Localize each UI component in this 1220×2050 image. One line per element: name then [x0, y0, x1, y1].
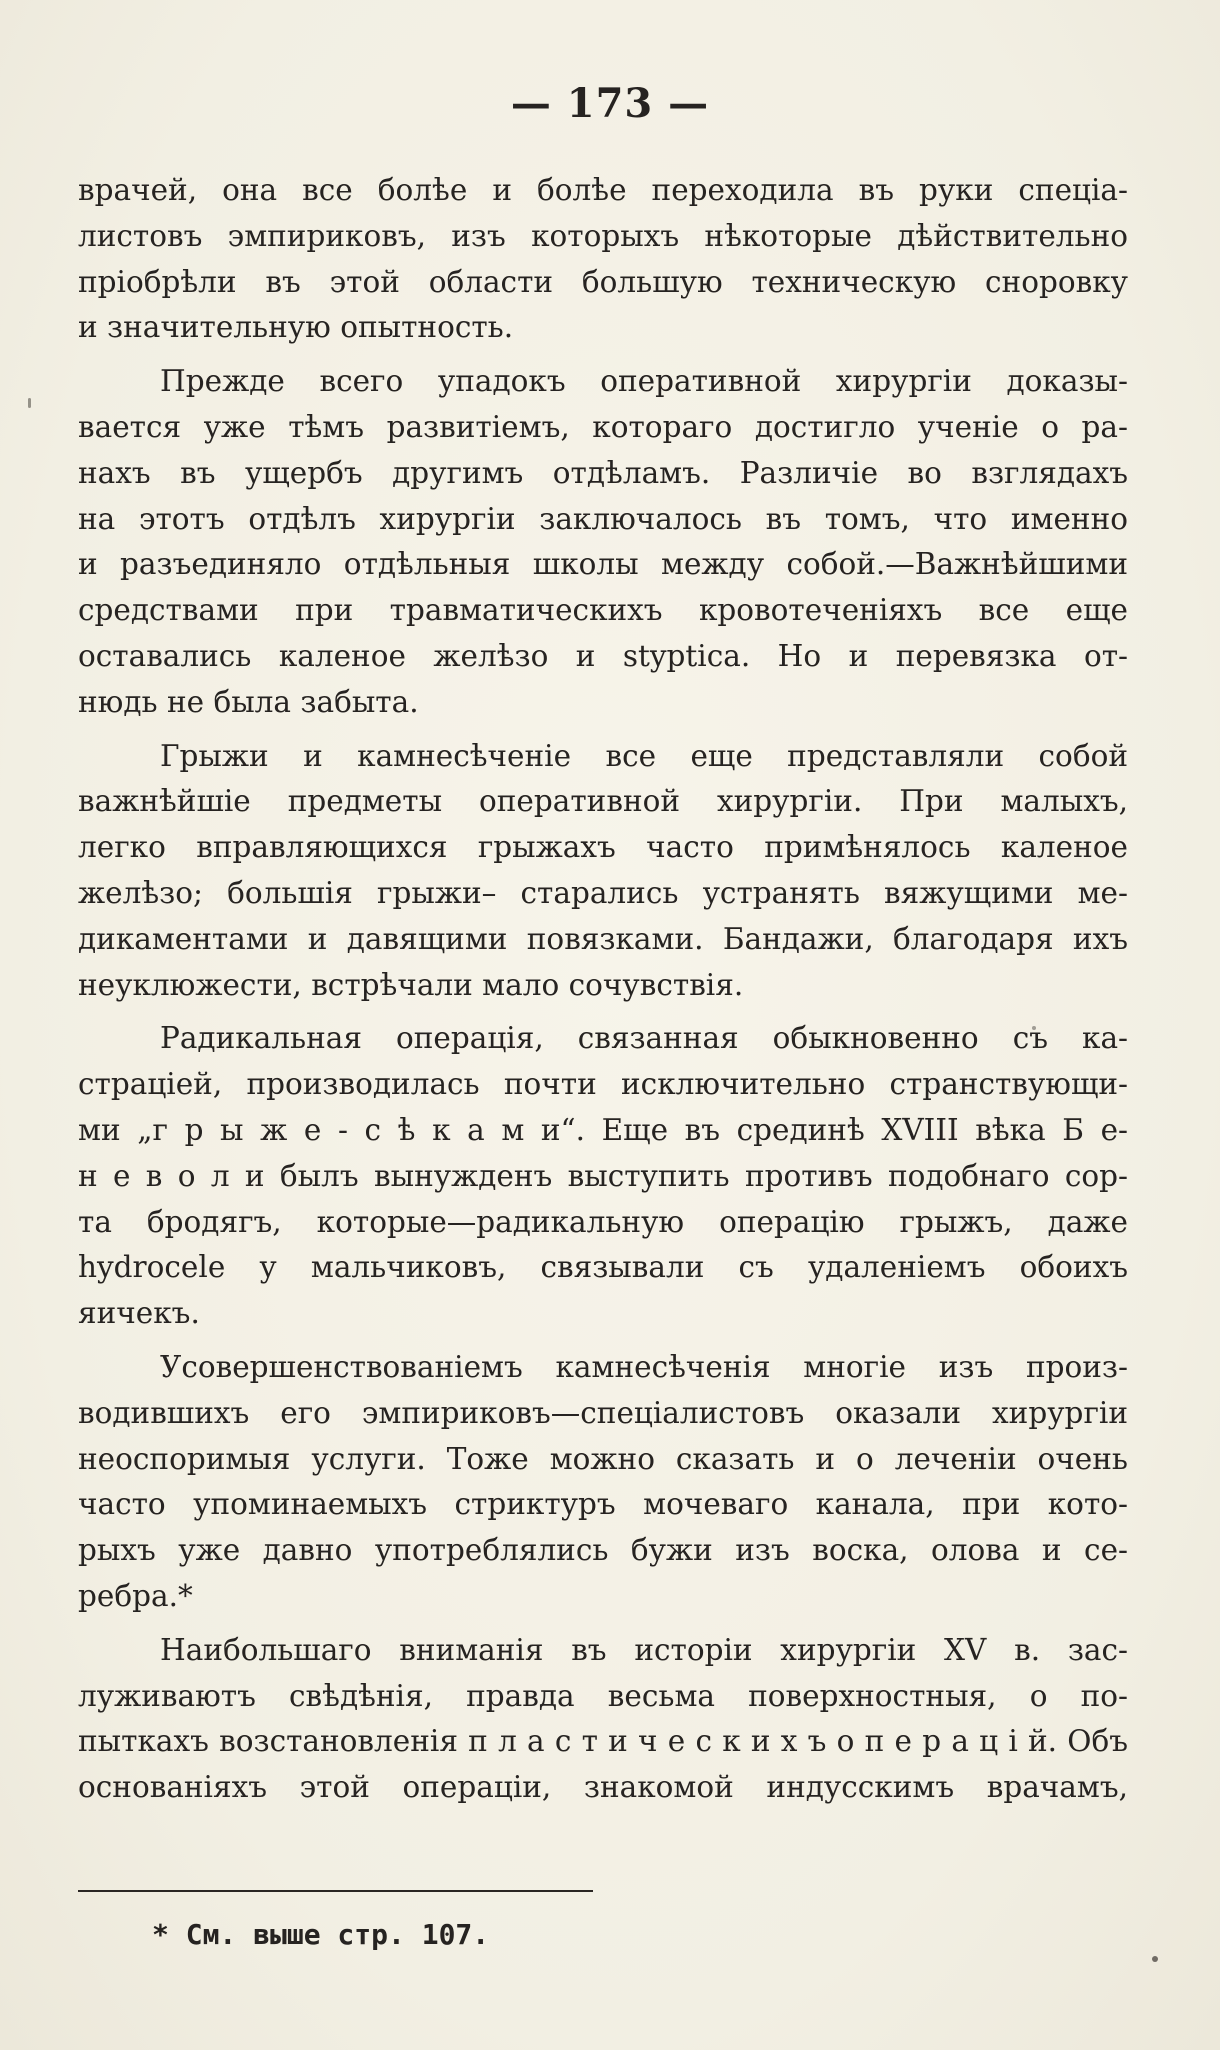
ink-speck [1152, 1956, 1158, 1962]
text-line: нахъ въ ущербъ другимъ отдѣламъ. Различіе во взглядахъ [78, 455, 1128, 490]
body-text [78, 168, 1128, 1811]
footnote: * См. выше стр. 107. [152, 1918, 490, 1951]
text-line: Усовершенствованіемъ камнесѣченія многіе изъ произ- [160, 1349, 1128, 1384]
text-line: Грыжи и камнесѣченіе все еще представляли собой [160, 738, 1128, 773]
text-line: дикаментами и давящими повязками. Бандажи, благодаря ихъ [78, 921, 1128, 956]
text-line: желѣзо; большія грыжи– старались устранять вяжущими ме- [78, 875, 1128, 910]
text-line: листовъ эмпириковъ, изъ которыхъ нѣкоторые дѣйствительно [78, 218, 1128, 253]
text-line: пріобрѣли въ этой области большую техническую сноровку [78, 264, 1128, 299]
ink-speck [28, 398, 31, 408]
text-line: вается уже тѣмъ развитіемъ, котораго достигло ученіе о ра- [78, 409, 1128, 444]
ink-speck [1032, 1026, 1036, 1030]
text-line: Наибольшаго вниманія въ исторіи хирургіи XV в. зас- [160, 1632, 1128, 1667]
text-line: Радикальная операція, связанная обыкновенно съ ка- [160, 1021, 1128, 1056]
text-line: неоспоримыя услуги. Тоже можно сказать и о леченіи очень [78, 1441, 1128, 1476]
text-line: врачей, она все болѣе и болѣе переходила въ руки спеціа- [78, 173, 1128, 207]
text-line: пыткахъ возстановленія п л а с т и ч е с к и х ъ о п е р а ц і й. Объ [78, 1724, 1128, 1759]
text-line: луживаютъ свѣдѣнія, правда весьма поверхностныя, о по- [78, 1678, 1128, 1713]
text-line: неуклюжести, встрѣчали мало сочувствія. [78, 967, 744, 1002]
text-line: н е в о л и былъ вынужденъ выступить противъ подобнаго сор- [78, 1158, 1128, 1193]
text-line: и разъединяло отдѣльныя школы между собой.—Важнѣйшими [78, 547, 1128, 582]
text-line: водившихъ его эмпириковъ—спеціалистовъ оказали хирургіи [78, 1395, 1128, 1430]
text-line: ми „г р ы ж е - с ѣ к а м и“. Еще въ срединѣ XVIII вѣка Б е- [78, 1112, 1128, 1147]
text-line: средствами при травматическихъ кровотеченіяхъ все еще [78, 593, 1128, 628]
text-line: на этотъ отдѣлъ хирургіи заключалось въ томъ, что именно [78, 501, 1128, 536]
text-line: легко вправляющихся грыжахъ часто примѣнялось каленое [78, 830, 1128, 865]
text-line: ребра.* [78, 1578, 193, 1613]
text-line: hydrocele у мальчиковъ, связывали съ удаленіемъ обоихъ [78, 1250, 1128, 1285]
text-line: рыхъ уже давно употреблялись бужи изъ воска, олова и се- [78, 1533, 1128, 1568]
text-line: часто упоминаемыхъ стриктуръ мочеваго канала, при кото- [78, 1487, 1128, 1522]
text-line: Прежде всего упадокъ оперативной хирургіи доказы- [160, 364, 1128, 399]
text-line: яичекъ. [78, 1296, 200, 1331]
text-line: нюдь не была забыта. [78, 684, 419, 719]
text-line: та бродягъ, которые—радикальную операцію грыжъ, даже [78, 1204, 1128, 1239]
text-line: оставались каленое желѣзо и styptica. Но и перевязка от- [78, 638, 1128, 673]
footnote-rule [78, 1890, 593, 1892]
text-line: и значительную опытность. [78, 310, 514, 345]
text-line: страціей, производилась почти исключительно странствующи- [78, 1067, 1128, 1102]
text-line: важнѣйшіе предметы оперативной хирургіи. При малыхъ, [78, 784, 1128, 819]
text-line: основаніяхъ этой операціи, знакомой индусскимъ врачамъ, [78, 1770, 1128, 1805]
page-number: — 173 — [510, 80, 710, 127]
